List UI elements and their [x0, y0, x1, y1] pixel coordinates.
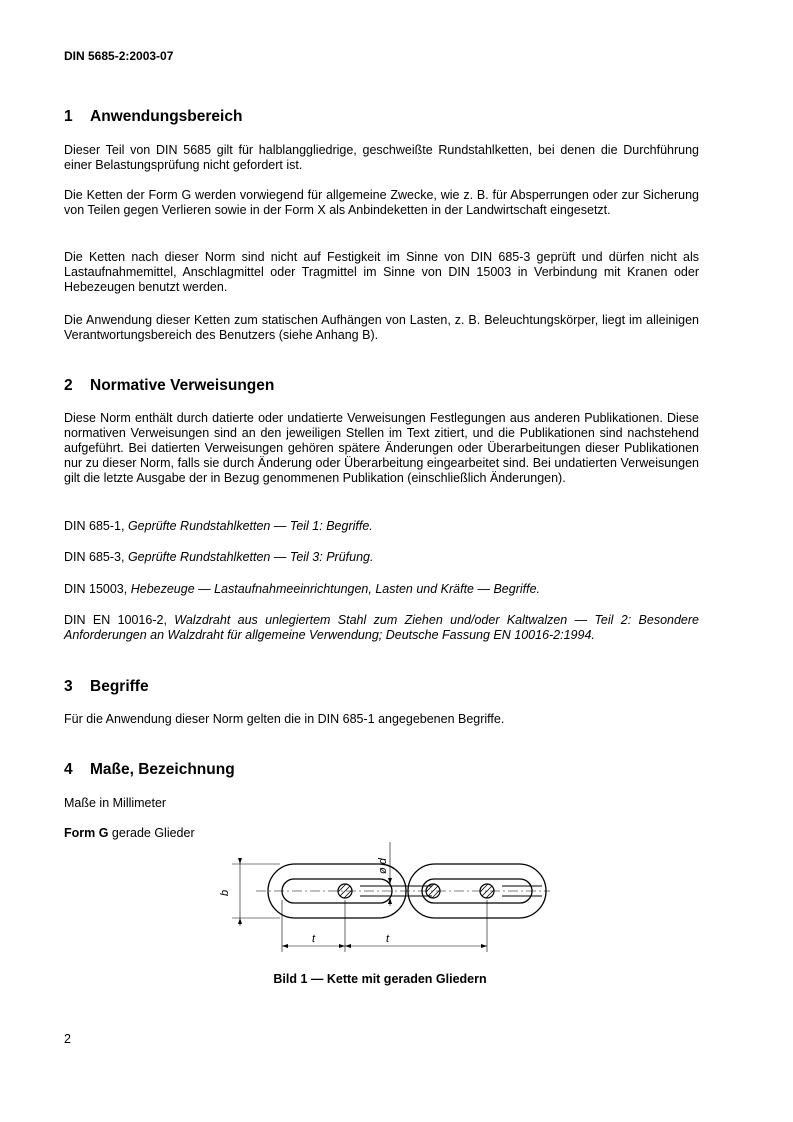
section-4-heading: 4 Maße, Bezeichnung — [64, 761, 235, 778]
s3-paragraph-1: Für die Anwendung dieser Norm gelten die in DIN 685-1 angegebenen Begriffe. — [64, 712, 505, 726]
reference-din-685-1: DIN 685-1, Geprüfte Rundstahlketten — Teil 1: Begriffe. — [64, 519, 373, 533]
section-2-heading: 2 Normative Verweisungen — [64, 377, 275, 394]
s1-paragraph-4: Die Anwendung dieser Ketten zum statischen Aufhängen von Lasten, z. B. Beleuchtungskörper, liegt im alleinigen Verantwortungsbereich des Benutzers (siehe Anhang B). — [64, 313, 699, 342]
section-1-heading: 1 Anwendungsbereich — [64, 108, 243, 125]
label-t-2: t — [386, 933, 390, 945]
page-number: 2 — [64, 1032, 71, 1046]
document-id: DIN 5685-2:2003-07 — [64, 49, 174, 63]
s1-paragraph-1: Dieser Teil von DIN 5685 gilt für halblanggliedrige, geschweißte Rundstahlketten, bei denen die Durchführung einer Belastungsprüfung nicht gefordert ist. — [64, 143, 699, 172]
s2-paragraph-1: Diese Norm enthält durch datierte oder undatierte Verweisungen Festlegungen aus anderen Publikationen. Diese normativen Verweisungen sind an den jeweiligen Stellen im Text zitiert, und die Publikationen sind nachstehend aufgeführt. Bei datierten Verweisungen gehören spätere Änderungen oder Überarbeitungen dieser Publikationen nur zu dieser Norm, falls sie durch Änderung oder Überarbeitung eingearbeitet sind. Bei undatierten Verweisungen gilt die letzte Ausgabe der in Bezug genommenen Publikation (einschließlich Änderungen). — [64, 411, 699, 485]
form-g-label: Form G gerade Glieder — [64, 826, 195, 840]
reference-din-685-3: DIN 685-3, Geprüfte Rundstahlketten — Teil 3: Prüfung. — [64, 550, 374, 564]
label-d: ø d — [377, 858, 389, 874]
s1-paragraph-2: Die Ketten der Form G werden vorwiegend für allgemeine Zwecke, wie z. B. für Absperrungen oder zur Sicherung von Teilen gegen Verlieren sowie in der Form X als Anbindeketten in der Landwirtschaft eingesetzt. — [64, 188, 699, 217]
figure-caption: Bild 1 — Kette mit geraden Gliedern — [273, 972, 487, 986]
label-t-1: t — [312, 933, 316, 945]
reference-din-en-10016-2: DIN EN 10016-2, Walzdraht aus unlegiertem Stahl zum Ziehen und/oder Kaltwalzen — Teil 2: Besondere Anforderungen an Walzdraht für allgemeine Verwendung; Deutsche Fassung EN 10016-2:1994. — [64, 613, 699, 642]
reference-din-15003: DIN 15003, Hebezeuge — Lastaufnahmeeinrichtungen, Lasten und Kräfte — Begriffe. — [64, 582, 541, 596]
label-b: b — [219, 889, 231, 896]
s1-paragraph-3: Die Ketten nach dieser Norm sind nicht auf Festigkeit im Sinne von DIN 685-3 geprüft und dürfen nicht als Lastaufnahmemittel, Anschlagmittel oder Tragmittel im Sinne von DIN 15003 in Verbindung mit Kranen oder Hebezeugen benutzt werden. — [64, 250, 699, 294]
chain-figure — [200, 840, 560, 965]
units-note: Maße in Millimeter — [64, 796, 167, 810]
section-3-heading: 3 Begriffe — [64, 678, 149, 695]
